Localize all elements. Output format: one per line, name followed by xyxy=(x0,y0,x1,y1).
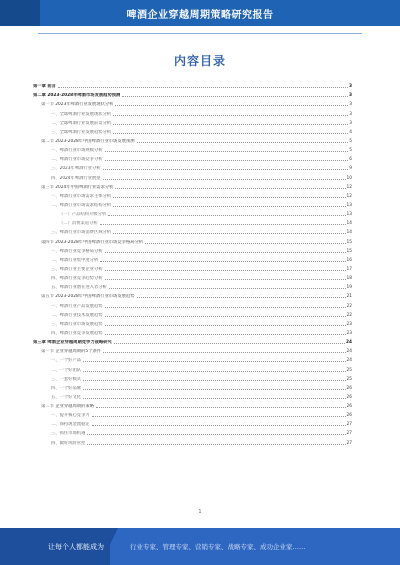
toc-entry-page: 27 xyxy=(346,431,352,437)
toc-entry-label: 二、啤酒行业集中度分析 xyxy=(33,258,99,263)
toc-leader-dots xyxy=(100,224,346,225)
toc-leader-dots xyxy=(105,252,346,253)
toc-leader-dots xyxy=(145,243,345,244)
toc-entry[interactable] xyxy=(33,391,352,400)
toc-entry-label: （二）消费渠道分析 xyxy=(33,221,99,226)
toc-leader-dots xyxy=(113,124,348,125)
toc-entry-label: 二、啤酒行业市场竞争分析 xyxy=(33,157,104,162)
toc-entry-label: 第五节 2023-2028年中国啤酒行业市场发展趋势 xyxy=(33,294,136,299)
toc-entry-page: 19 xyxy=(346,285,352,291)
toc-entry-label: （一）产品结构升级分析 xyxy=(33,212,107,217)
toc-leader-dots xyxy=(113,115,348,116)
toc-entry-label: 二、啤酒行业技术发展趋势 xyxy=(33,313,104,318)
toc-entry-page: 18 xyxy=(346,276,352,282)
toc-entry-page: 27 xyxy=(346,440,352,446)
toc-entry-label: 第四节 2023-2028年中国啤酒行业市场竞争格局分析 xyxy=(33,240,144,245)
page-number: 1 xyxy=(198,509,202,515)
toc-entry-page: 24 xyxy=(346,358,352,364)
toc-leader-dots xyxy=(58,87,348,88)
toc-entry[interactable] xyxy=(33,318,352,327)
toc-leader-dots xyxy=(115,188,345,189)
toc-entry[interactable] xyxy=(33,427,352,436)
toc-leader-dots xyxy=(113,197,345,198)
toc-heading: 内容目录 xyxy=(173,54,226,68)
toc-entry-page: 14 xyxy=(346,221,352,227)
toc-entry[interactable] xyxy=(33,409,352,418)
toc-entry[interactable] xyxy=(33,171,352,180)
toc-entry-label: 第三节 2024年中国啤酒行业需求分析 xyxy=(33,185,114,190)
toc-entry[interactable] xyxy=(33,290,352,299)
toc-entry-page: 5 xyxy=(349,138,352,144)
toc-entry-page: 25 xyxy=(346,376,352,382)
toc-leader-dots xyxy=(87,434,345,435)
toc-leader-dots xyxy=(105,160,349,161)
toc-entry-page: 25 xyxy=(346,367,352,373)
toc-entry[interactable] xyxy=(33,181,352,190)
toc-entry[interactable] xyxy=(33,153,352,162)
toc-entry[interactable] xyxy=(33,400,352,409)
toc-entry-page: 27 xyxy=(346,422,352,428)
toc-entry[interactable] xyxy=(33,345,352,354)
toc-entry-page: 23 xyxy=(346,330,352,336)
toc-entry-page: 26 xyxy=(346,385,352,391)
toc-entry-page: 13 xyxy=(346,202,352,208)
report-title: 啤酒企业穿越周期策略研究报告 xyxy=(126,10,274,21)
toc-entry[interactable] xyxy=(33,254,352,263)
toc-entry-label: 三、全球啤酒行业发展趋势分析 xyxy=(33,130,112,135)
toc-entry-label: 四、做好风险管控 xyxy=(33,441,86,446)
toc-entry[interactable] xyxy=(33,272,352,281)
toc-leader-dots xyxy=(103,179,346,180)
toc-entry-page: 26 xyxy=(346,394,352,400)
toc-entry-page: 22 xyxy=(346,303,352,309)
toc-leader-dots xyxy=(103,352,346,353)
toc-entry[interactable] xyxy=(33,336,352,345)
toc-leader-dots xyxy=(83,398,345,399)
toc-entry-page: 24 xyxy=(346,340,352,346)
toc-leader-dots xyxy=(83,371,345,372)
toc-entry-page: 3 xyxy=(349,111,352,117)
toc-entry-page: 17 xyxy=(346,266,352,272)
toc-entry-page: 26 xyxy=(346,404,352,410)
toc-leader-dots xyxy=(115,105,348,106)
toc-entry-label: 三、2023年啤酒行业分析 xyxy=(33,166,102,171)
toc-entry[interactable] xyxy=(33,418,352,427)
toc-leader-dots xyxy=(92,416,346,417)
toc-entry-page: 3 xyxy=(349,93,352,99)
toc-leader-dots xyxy=(83,361,345,362)
toc-leader-dots xyxy=(108,215,345,216)
toc-entry-label: 二、一个好团队 xyxy=(33,368,82,373)
toc-leader-dots xyxy=(137,297,346,298)
toc-leader-dots xyxy=(105,334,346,335)
toc-leader-dots xyxy=(105,307,346,308)
toc-entry[interactable] xyxy=(33,354,352,363)
toc-entry-label: 一、啤酒行业市场需求主体分析 xyxy=(33,194,112,199)
toc-entry-label: 三、一套好模式 xyxy=(33,377,82,382)
table-of-contents xyxy=(33,80,352,446)
toc-entry[interactable] xyxy=(33,245,352,254)
toc-entry-label: 第一章 前言 xyxy=(33,84,56,90)
toc-leader-dots xyxy=(113,206,345,207)
toc-entry-label: 第二章 2023-2028年啤酒市场发展趋势预测 xyxy=(33,93,121,99)
toc-entry-page: 3 xyxy=(349,84,352,90)
toc-leader-dots xyxy=(109,288,346,289)
toc-entry[interactable] xyxy=(33,235,352,244)
toc-leader-dots xyxy=(100,261,345,262)
toc-entry[interactable] xyxy=(33,436,352,445)
toc-entry-label: 第三章 啤酒企业穿越周期竞争力战略研究 xyxy=(33,340,112,346)
toc-entry-page: 26 xyxy=(346,413,352,419)
toc-entry[interactable] xyxy=(33,263,352,272)
toc-leader-dots xyxy=(113,233,345,234)
toc-entry-label: 二、啤酒行业市场需求结构分析 xyxy=(33,203,112,208)
toc-entry-label: 第二节 2023-2028年中国啤酒行业市场发展预测 xyxy=(33,139,136,144)
toc-entry-label: 五、啤酒行业潜在进入者分析 xyxy=(33,285,108,290)
toc-entry[interactable] xyxy=(33,89,352,98)
toc-entry[interactable] xyxy=(33,281,352,290)
toc-entry-label: 第二节 企业穿越周期的策略 xyxy=(33,404,95,409)
toc-entry[interactable] xyxy=(33,309,352,318)
toc-entry-label: 二、全球啤酒行业发展前景分析 xyxy=(33,121,112,126)
toc-leader-dots xyxy=(103,169,349,170)
toc-entry-label: 三、啤酒行业市场消费区域分析 xyxy=(33,230,112,235)
toc-entry-page: 12 xyxy=(346,184,352,190)
toc-entry[interactable] xyxy=(33,217,352,226)
toc-entry-label: 三、抓住市场机遇 xyxy=(33,431,86,436)
toc-leader-dots xyxy=(83,380,345,381)
toc-entry[interactable] xyxy=(33,80,352,89)
toc-entry-label: 一、全球啤酒行业发展现状分析 xyxy=(33,112,112,117)
toc-entry[interactable] xyxy=(33,373,352,382)
toc-entry[interactable] xyxy=(33,117,352,126)
toc-entry-page: 15 xyxy=(346,239,352,245)
toc-entry-page: 22 xyxy=(346,312,352,318)
toc-entry-page: 6 xyxy=(349,157,352,163)
toc-leader-dots xyxy=(113,133,348,134)
toc-entry-page: 14 xyxy=(346,230,352,236)
toc-entry-label: 一、一个好产品 xyxy=(33,358,82,363)
toc-entry-label: 三、啤酒行业主要企业分析 xyxy=(33,267,104,272)
toc-leader-dots xyxy=(137,142,349,143)
toc-entry[interactable] xyxy=(33,190,352,199)
toc-entry-label: 一、提升核心竞争力 xyxy=(33,413,91,418)
toc-entry[interactable] xyxy=(33,126,352,135)
toc-leader-dots xyxy=(92,425,346,426)
toc-entry-page: 10 xyxy=(346,175,352,181)
toc-entry-page: 3 xyxy=(349,102,352,108)
footer-slogan: 让每个人都能成为 xyxy=(48,543,104,551)
toc-entry-page: 4 xyxy=(349,129,352,135)
toc-entry-page: 16 xyxy=(346,257,352,263)
toc-leader-dots xyxy=(105,279,346,280)
toc-entry[interactable] xyxy=(33,162,352,171)
toc-entry-page: 23 xyxy=(346,321,352,327)
toc-entry-label: 第一节 2023年啤酒行业发展现状分析 xyxy=(33,102,114,107)
footer-band xyxy=(0,528,400,565)
toc-entry-label: 第一节 企业穿越周期的5个条件 xyxy=(33,349,102,354)
toc-leader-dots xyxy=(83,389,345,390)
toc-entry-page: 13 xyxy=(346,212,352,218)
toc-entry[interactable] xyxy=(33,226,352,235)
toc-entry[interactable] xyxy=(33,208,352,217)
toc-leader-dots xyxy=(87,444,345,445)
toc-entry[interactable] xyxy=(33,98,352,107)
toc-entry[interactable] xyxy=(33,299,352,308)
toc-leader-dots xyxy=(96,407,346,408)
toc-entry[interactable] xyxy=(33,199,352,208)
toc-leader-dots xyxy=(105,316,346,317)
toc-entry[interactable] xyxy=(33,107,352,116)
toc-entry[interactable] xyxy=(33,135,352,144)
toc-entry-page: 24 xyxy=(346,349,352,355)
toc-entry-page: 5 xyxy=(349,148,352,154)
header-divider xyxy=(38,33,362,34)
toc-leader-dots xyxy=(105,270,346,271)
toc-entry-page: 3 xyxy=(349,120,352,126)
toc-entry-label: 一、啤酒行业竞争格局分析 xyxy=(33,249,104,254)
toc-entry-label: 四、2024年啤酒行业展望 xyxy=(33,176,102,181)
toc-entry-page: 15 xyxy=(346,248,352,254)
toc-entry[interactable] xyxy=(33,327,352,336)
toc-entry-label: 一、啤酒行业产品发展趋势 xyxy=(33,304,104,309)
footer-roles: 行业专家、管理专家、营销专家、战略专家、成功企业家…… xyxy=(130,543,306,551)
toc-leader-dots xyxy=(105,325,346,326)
toc-entry-label: 五、一个好文化 xyxy=(33,395,82,400)
toc-entry[interactable] xyxy=(33,363,352,372)
toc-entry-label: 四、啤酒行业竞争发展趋势 xyxy=(33,331,104,336)
toc-leader-dots xyxy=(105,151,349,152)
toc-entry[interactable] xyxy=(33,144,352,153)
toc-leader-dots xyxy=(122,96,348,97)
toc-leader-dots xyxy=(114,343,345,344)
toc-entry-label: 四、啤酒行业竞争趋势分析 xyxy=(33,276,104,281)
toc-entry-label: 一、啤酒行业市场规模分析 xyxy=(33,148,104,153)
toc-entry-page: 12 xyxy=(346,193,352,199)
toc-entry-label: 三、啤酒行业市场发展趋势 xyxy=(33,322,104,327)
toc-entry-label: 二、保持现金流稳定 xyxy=(33,422,91,427)
toc-entry-page: 9 xyxy=(349,166,352,172)
toc-entry-label: 四、一个好品牌 xyxy=(33,386,82,391)
toc-entry[interactable] xyxy=(33,382,352,391)
toc-entry-page: 21 xyxy=(346,294,352,300)
